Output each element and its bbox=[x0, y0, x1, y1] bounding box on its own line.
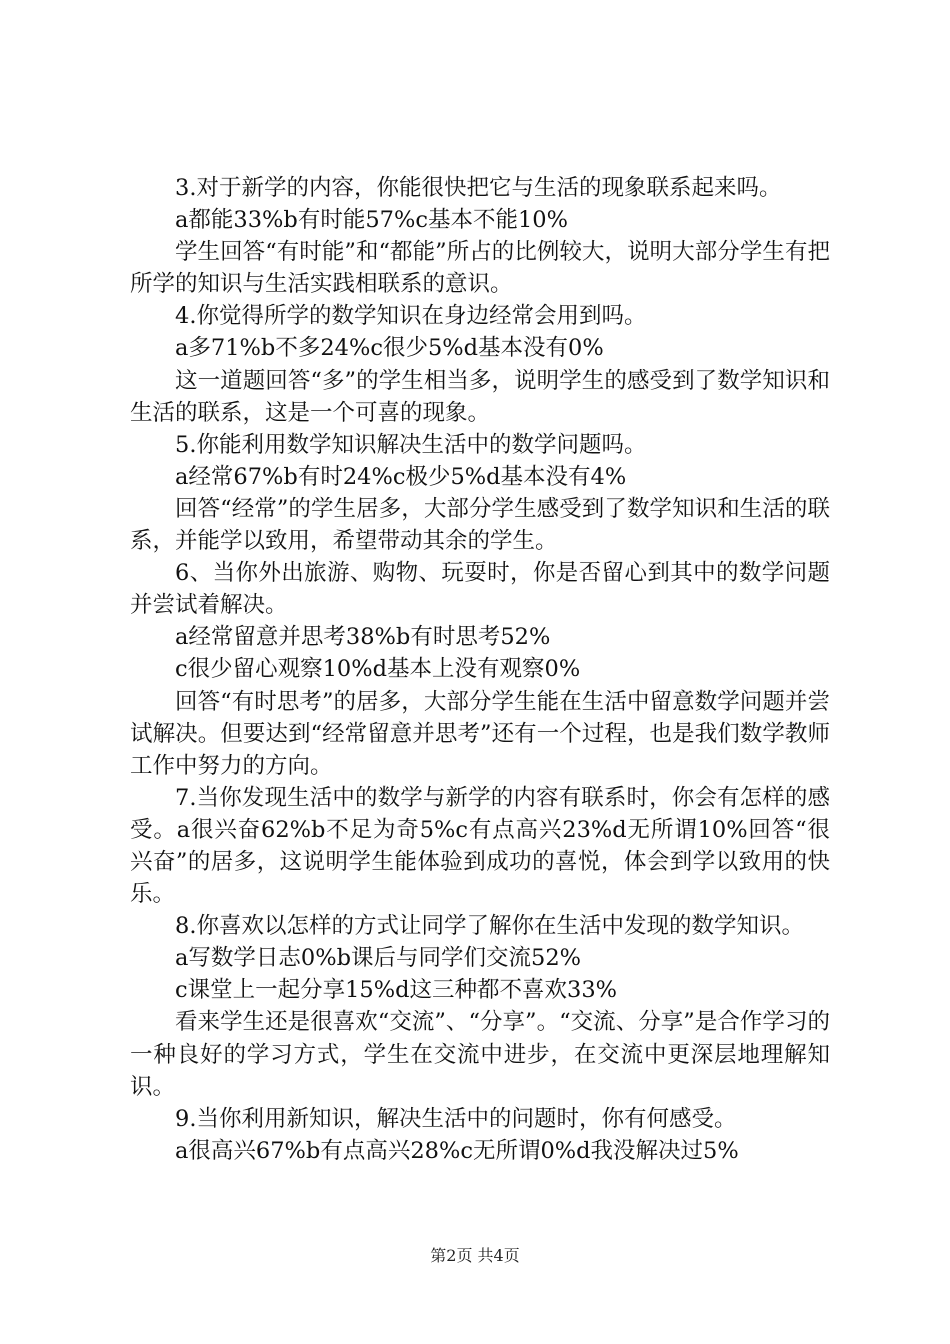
paragraph: 回答“经常”的学生居多，大部分学生感受到了数学知识和生活的联系，并能学以致用，希望带动其余的学生。 bbox=[130, 495, 830, 555]
paragraph: 4.你觉得所学的数学知识在身边经常会用到吗。 bbox=[175, 303, 647, 330]
paragraph: 回答“有时思考”的居多，大部分学生能在生活中留意数学问题并尝试解决。但要达到“经常留意并思考”还有一个过程，也是我们数学教师工作中努力的方向。 bbox=[130, 688, 830, 779]
paragraph: 7.当你发现生活中的数学与新学的内容有联系时，你会有怎样的感受。a很兴奋62%b不足为奇5%c有点高兴23%d无所谓10%回答“很兴奋”的居多，这说明学生能体验到成功的喜悦，体会到学以致用的快乐。 bbox=[130, 784, 830, 908]
paragraph: a很高兴67%b有点高兴28%c无所谓0%d我没解决过5% bbox=[175, 1137, 739, 1164]
paragraph: 3.对于新学的内容，你能很快把它与生活的现象联系起来吗。 bbox=[175, 175, 782, 201]
paragraph: a写数学日志0%b课后与同学们交流52% bbox=[175, 945, 582, 972]
paragraph: a多71%b不多24%c很少5%d基本没有0% bbox=[175, 335, 604, 362]
paragraph: 看来学生还是很喜欢“交流”、“分享”。“交流、分享”是合作学习的一种良好的学习方式，学生在交流中进步，在交流中更深层地理解知识。 bbox=[130, 1009, 830, 1100]
paragraph: 8.你喜欢以怎样的方式让同学了解你在生活中发现的数学知识。 bbox=[175, 913, 804, 940]
paragraph: c课堂上一起分享15%d这三种都不喜欢33% bbox=[175, 977, 618, 1004]
paragraph: c很少留心观察10%d基本上没有观察0% bbox=[175, 656, 581, 683]
paragraph: 6、当你外出旅游、购物、玩耍时，你是否留心到其中的数学问题并尝试着解决。 bbox=[130, 560, 830, 619]
paragraph: a经常留意并思考38%b有时思考52% bbox=[175, 624, 551, 651]
paragraph: 9.当你利用新知识，解决生活中的问题时，你有何感受。 bbox=[175, 1105, 737, 1132]
document-body bbox=[130, 172, 830, 1167]
paragraph: 5.你能利用数学知识解决生活中的数学问题吗。 bbox=[175, 431, 647, 458]
page-number-footer: 第2页 共4页 bbox=[430, 1246, 520, 1265]
paragraph: a都能33%b有时能57%c基本不能10% bbox=[175, 207, 568, 234]
paragraph: 学生回答“有时能”和“都能”所占的比例较大，说明大部分学生有把所学的知识与生活实践相联系的意识。 bbox=[130, 239, 830, 298]
paragraph: 这一道题回答“多”的学生相当多，说明学生的感受到了数学知识和生活的联系，这是一个可喜的现象。 bbox=[130, 367, 830, 426]
paragraph: a经常67%b有时24%c极少5%d基本没有4% bbox=[175, 463, 627, 490]
